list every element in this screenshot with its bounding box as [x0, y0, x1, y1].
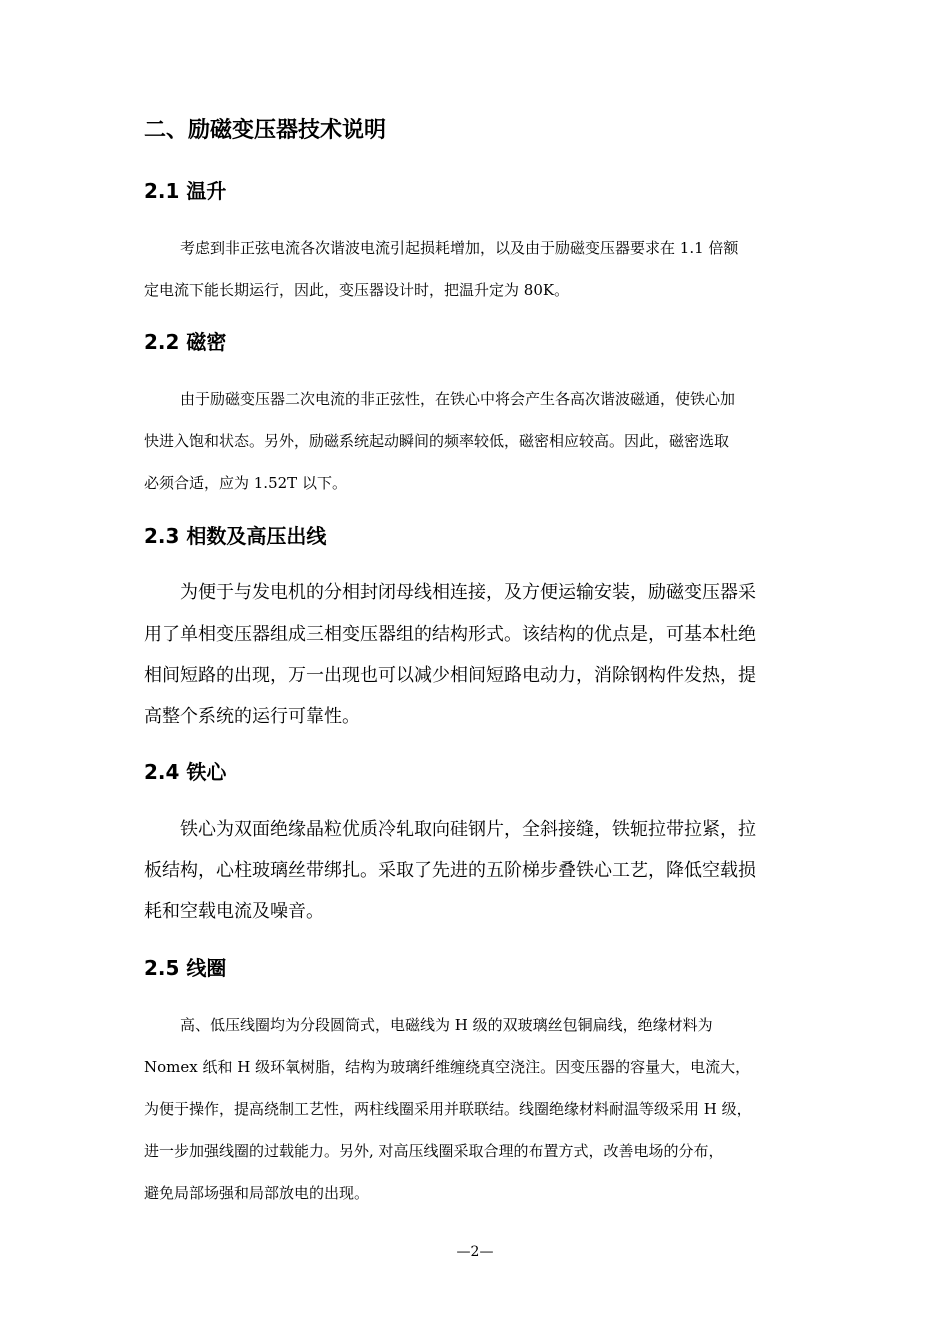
paragraph-line: 为便于与发电机的分相封闭母线相连接，及方便运输安装，励磁变压器采	[180, 582, 756, 603]
page-number: —2—	[456, 1244, 494, 1260]
paragraph-line: 避免局部场强和局部放电的出现。	[144, 1184, 370, 1202]
paragraph-line: 快进入饱和状态。另外，励磁系统起动瞬间的频率较低，磁密相应较高。因此，磁密选取	[144, 432, 730, 450]
section-title-2-3: 2.3 相数及高压出线	[144, 524, 327, 548]
paragraph-line: 为便于操作，提高绕制工艺性，两柱线圈采用并联联结。线圈绝缘材料耐温等级采用 H 级，	[144, 1100, 752, 1118]
section-title-2-4: 2.4 铁心	[144, 760, 227, 784]
chapter-heading: 二、励磁变压器技术说明	[144, 118, 387, 143]
paragraph-line: 考虑到非正弦电流各次谐波电流引起损耗增加，以及由于励磁变压器要求在 1.1 倍额	[180, 239, 739, 257]
section-title-2-1: 2.1 温升	[144, 179, 227, 203]
paragraph-line: 铁心为双面绝缘晶粒优质冷轧取向硅钢片，全斜接缝，铁轭拉带拉紧，拉	[180, 819, 756, 840]
paragraph-line: 进一步加强线圈的过载能力。另外, 对高压线圈采取合理的布置方式，改善电场的分布，	[144, 1142, 724, 1160]
paragraph-line: 高、低压线圈均为分段圆筒式，电磁线为 H 级的双玻璃丝包铜扁线，绝缘材料为	[180, 1016, 713, 1034]
paragraph-line: 板结构，心柱玻璃丝带绑扎。采取了先进的五阶梯步叠铁心工艺，降低空载损	[144, 860, 756, 881]
section-title-2-2: 2.2 磁密	[144, 330, 227, 354]
paragraph-line: 必须合适，应为 1.52T 以下。	[144, 474, 347, 492]
section-title-2-5: 2.5 线圈	[144, 956, 227, 980]
paragraph-line: 相间短路的出现，万一出现也可以减少相间短路电动力，消除钢构件发热，提	[144, 665, 756, 686]
paragraph-line: 高整个系统的运行可靠性。	[144, 706, 360, 727]
paragraph-line: 定电流下能长期运行，因此，变压器设计时，把温升定为 80K。	[144, 281, 570, 299]
paragraph-line: 耗和空载电流及噪音。	[144, 901, 324, 922]
paragraph-line: 用了单相变压器组成三相变压器组的结构形式。该结构的优点是，可基本杜绝	[144, 624, 756, 645]
paragraph-line: Nomex 纸和 H 级环氧树脂，结构为玻璃纤维缠绕真空浇注。因变压器的容量大，电流大，	[144, 1058, 751, 1076]
paragraph-line: 由于励磁变压器二次电流的非正弦性，在铁心中将会产生各高次谐波磁通，使铁心加	[180, 390, 736, 408]
